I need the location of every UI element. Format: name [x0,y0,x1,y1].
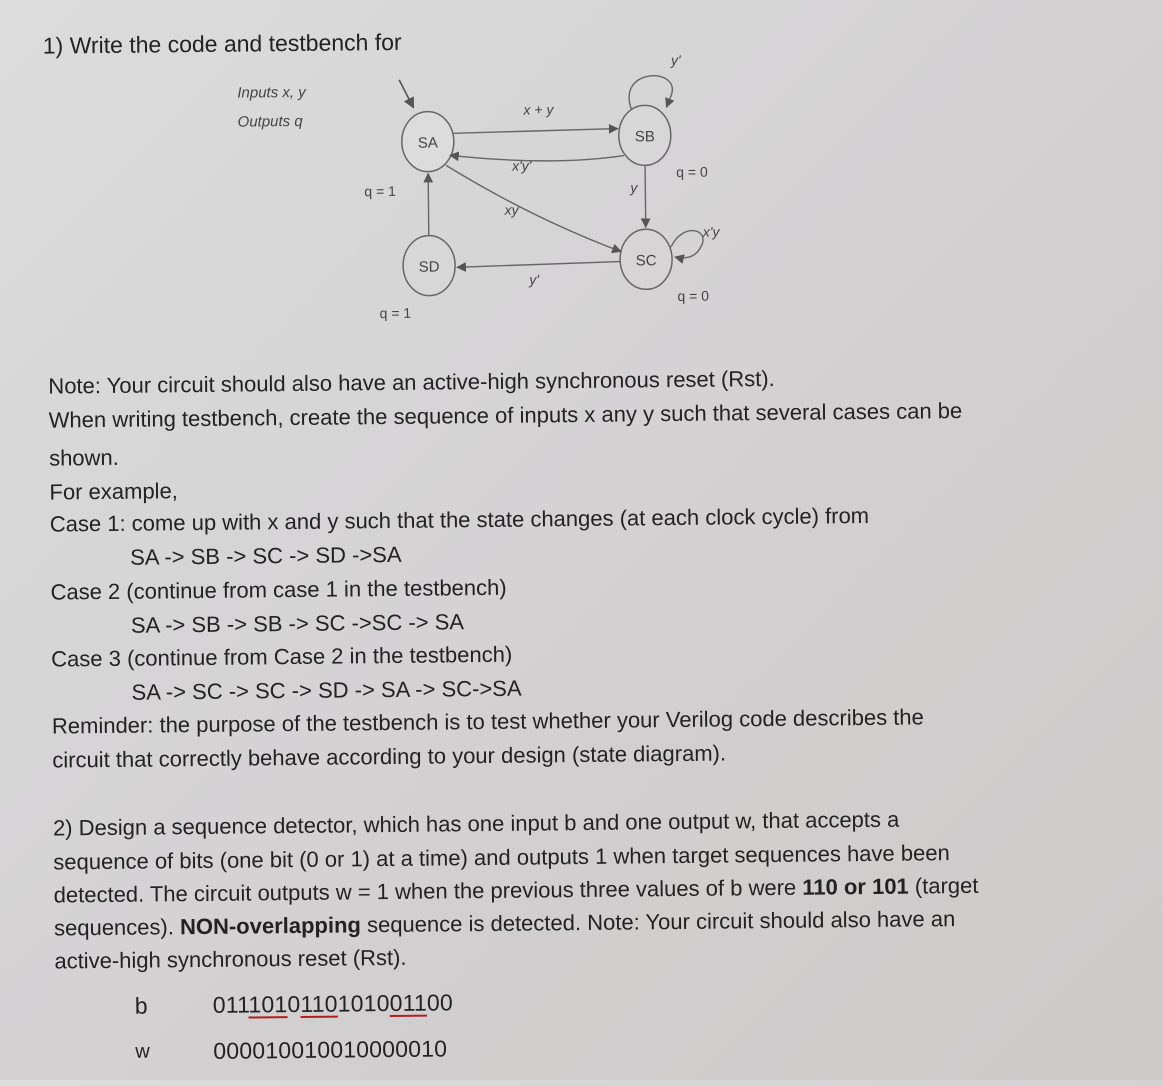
question-2-line3-text: detected. The circuit outputs w = 1 when the previous three values of b were [53,874,803,908]
b-seq-part: 011 [212,991,249,1018]
b-seq-part: 0 [287,990,301,1018]
edge-sb-sa [450,154,624,162]
testbench-instructions-line1: When writing testbench, create the sequence of inputs x any y such that several cases can be [48,398,963,433]
output-sd: q = 1 [379,304,412,322]
output-sc: q = 0 [677,287,710,304]
question-2-line3 [54,873,979,909]
state-sc-label: SC [635,252,657,270]
b-sequence [213,989,453,1019]
edge-sa-sc-label: xy [504,201,519,218]
question-2-line4 [54,906,955,941]
for-example: For example, [49,478,178,505]
question-2-line2: sequence of bits (one bit (0 or 1) at a time) and outputs 1 when target sequences have been [53,840,950,875]
case-1: Case 1: come up with x and y such that the state changes (at each clock cycle) from [49,502,870,537]
question-2-line1: 2) Design a sequence detector, which has one input b and one output w, that accepts a [52,806,900,841]
state-diagram [231,46,754,341]
case-3: Case 3 (continue from Case 2 in the testbench) [51,641,513,672]
edge-sa-sb-label: x + y [523,101,554,118]
outputs-label: Outputs q [237,112,303,131]
output-sa: q = 1 [364,182,396,200]
inputs-label: Inputs x, y [237,83,306,102]
question-2-line3-tail: (target [908,872,979,899]
non-overlapping-bold: NON-overlapping [179,912,362,940]
output-sb: q = 0 [676,163,708,180]
w-sequence: 000010010010000010 [213,1035,448,1064]
state-sa-label: SA [417,134,438,152]
w-label: w [135,1040,151,1063]
question-1-title: 1) Write the code and testbench for [42,28,402,59]
edge-sa-sc [446,164,621,254]
case-3-sequence: SA -> SC -> SC -> SD -> SA -> SC->SA [131,675,522,705]
edge-sc-self [671,230,703,258]
case-1-sequence: SA -> SB -> SC -> SD ->SA [130,541,402,570]
question-2-line4-tail: sequence is detected. Note: Your circuit should also have an [360,906,956,938]
case-2-sequence: SA -> SB -> SB -> SC ->SC -> SA [130,609,465,638]
target-sequences-bold: 110 or 101 [802,873,909,900]
state-sb-label: SB [634,128,655,146]
edge-sa-sb [454,129,618,134]
testbench-instructions-line2: shown. [48,444,119,471]
question-2-line5: active-high synchronous reset (Rst). [54,944,407,974]
edge-sb-sc-label: y [630,179,638,196]
edge-sc-self-label: x'y [702,223,720,240]
edge-sb-self-label: y' [670,51,681,69]
state-sd-label: SD [418,258,440,276]
edge-sb-sa-label: x'y' [511,157,532,174]
edge-sc-sd-label: y' [529,271,540,288]
b-seq-part-underlined: 011 [389,989,428,1017]
b-label: b [134,992,148,1019]
reset-arrow [399,80,413,108]
b-seq-part-underlined: 110 [300,990,338,1017]
edge-sb-self [629,76,673,110]
question-2-line4-text: sequences). [53,914,181,941]
case-2: Case 2 (continue from case 1 in the testbench) [50,574,507,605]
reminder-line1: Reminder: the purpose of the testbench is to test whether your Verilog code describes the [51,704,924,739]
edge-sd-sa [428,174,429,236]
edge-sb-sc [645,165,646,227]
b-seq-part: 00 [426,989,454,1016]
reminder-line2: circuit that correctly behave according to your design (state diagram). [52,740,727,773]
b-seq-part-underlined: 101 [248,991,288,1018]
edge-sc-sd [457,262,620,268]
note-reset: Note: Your circuit should also have an active-high synchronous reset (Rst). [48,365,775,399]
b-seq-part: 1010 [337,990,390,1017]
